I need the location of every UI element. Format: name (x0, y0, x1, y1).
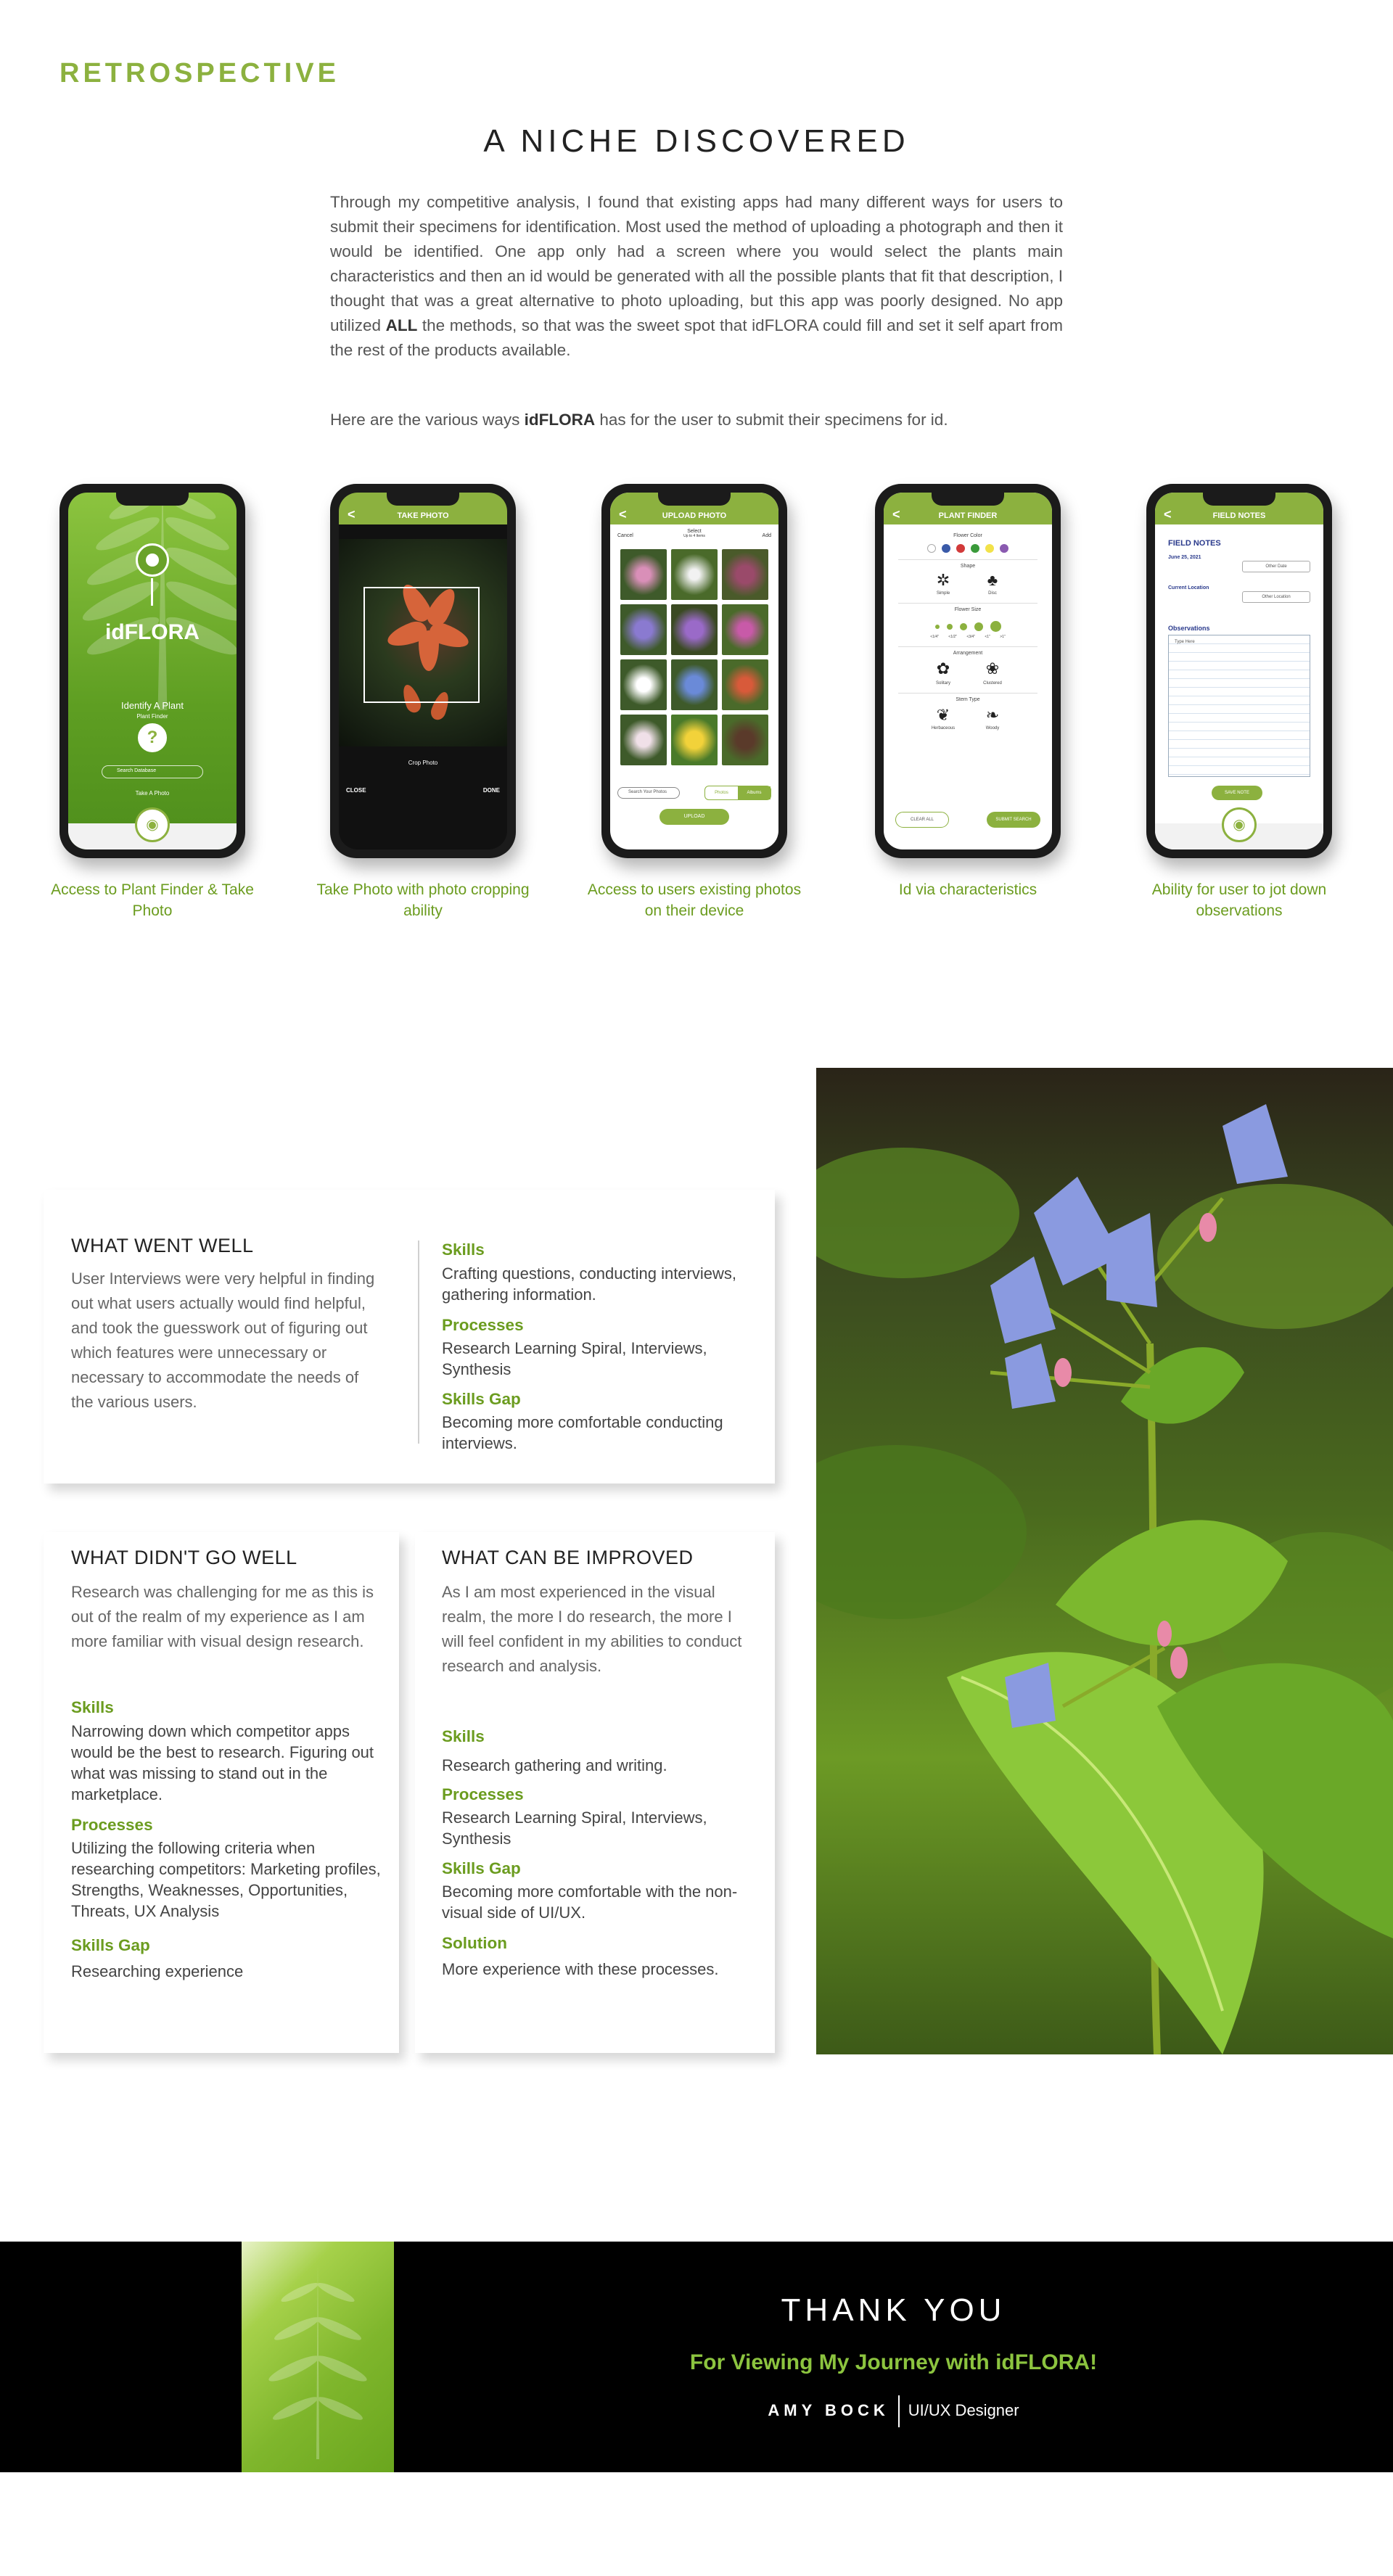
simple-flower-icon[interactable]: ✲ (936, 571, 950, 589)
color-swatch (927, 544, 936, 553)
back-arrow-icon[interactable]: < (1164, 507, 1172, 522)
solution-label: Solution (442, 1934, 507, 1952)
caption-home: Access to Plant Finder & Take Photo (51, 881, 254, 919)
intro-paragraph-2: Here are the various ways idFLORA has for the user to submit their specimens for id. (330, 411, 948, 429)
skills-text: Research gathering and writing. (442, 1756, 667, 1774)
skills-gap-label: Skills Gap (442, 1859, 521, 1877)
color-swatches[interactable] (884, 543, 1052, 556)
color-swatch (956, 544, 965, 553)
other-location-button[interactable]: Other Location (1242, 591, 1310, 603)
page-title: A NICHE DISCOVERED (483, 123, 910, 159)
skills-gap-label: Skills Gap (442, 1390, 521, 1408)
photo-thumbnail[interactable] (620, 715, 667, 765)
what-can-be-improved-text: As I am most experienced in the visual realm, the more I do research, the more I will feel confident in my abilities to conduct research and analysis. (442, 1583, 742, 1675)
caption-plant-finder: Id via characteristics (898, 881, 1037, 898)
screen-header: < UPLOAD PHOTO (610, 493, 778, 524)
date-label: June 25, 2021 (1168, 555, 1201, 560)
select-label: Select Up to 4 Items (683, 529, 705, 538)
back-arrow-icon[interactable]: < (619, 507, 627, 522)
photo-thumbnail[interactable] (620, 659, 667, 710)
what-didnt-go-well-text: Research was challenging for me as this is out of the realm of my experience as I am more familiar with visual design research. (71, 1583, 374, 1650)
home-screen (68, 493, 237, 849)
skills-gap-text: Researching experience (71, 1962, 244, 1980)
photo-thumbnail[interactable] (722, 604, 768, 655)
skills-label: Skills (442, 1727, 485, 1745)
photo-grid (620, 549, 768, 765)
skills-text: Narrowing down which competitor apps would be the best to research. Figuring out what was missing to stand out in the marketplace. (71, 1722, 374, 1803)
camera-icon[interactable]: ◉ (135, 807, 170, 842)
processes-text: Research Learning Spiral, Interviews, Synthesis (442, 1808, 707, 1848)
what-didnt-go-well-heading: WHAT DIDN'T GO WELL (71, 1547, 297, 1568)
skills-gap-text: Becoming more comfortable conducting interviews. (442, 1413, 723, 1452)
crop-photo-label: Crop Photo (408, 760, 438, 766)
processes-label: Processes (442, 1316, 524, 1334)
back-arrow-icon[interactable]: < (348, 507, 356, 522)
search-input[interactable]: Search Database (102, 765, 203, 778)
color-swatch (1000, 544, 1008, 553)
crop-frame[interactable] (363, 587, 480, 703)
photo-thumbnail[interactable] (620, 604, 667, 655)
photo-thumbnail[interactable] (722, 659, 768, 710)
size-labels: <1/4" <1/2" <3/4" <1" >1" (930, 635, 1006, 639)
take-photo-label: Take A Photo (135, 790, 170, 797)
processes-text: Research Learning Spiral, Interviews, Synthesis (442, 1339, 707, 1378)
signature (394, 2395, 1393, 2427)
location-label: Current Location (1168, 585, 1209, 590)
shape-disc-label: Disc (988, 591, 997, 596)
add-button[interactable]: Add (762, 533, 771, 538)
close-button[interactable]: CLOSE (346, 787, 366, 794)
skills-gap-label: Skills Gap (71, 1936, 150, 1954)
cancel-button[interactable]: Cancel (617, 533, 633, 538)
plant-finder-label: Plant Finder (136, 713, 168, 720)
observations-label: Observations (1168, 625, 1210, 632)
what-went-well-text: User Interviews were very helpful in finding out what users actually would find helpful, and took the guesswork out of figuring out which features were unnecessary or necessary to accommodate the needs of the various users. (71, 1270, 375, 1411)
done-button[interactable]: DONE (482, 787, 500, 794)
fern-icon (242, 2242, 394, 2472)
stem-woody-label: Woody (985, 726, 1000, 731)
photo-thumbnail[interactable] (722, 715, 768, 765)
photo-thumbnail[interactable] (620, 549, 667, 600)
clustered-icon[interactable]: ❀ (985, 659, 1000, 678)
footer (0, 2242, 1393, 2472)
field-notes-screen (1155, 493, 1323, 849)
stem-type-label: Stem Type (956, 697, 980, 702)
thank-you-subheading: For Viewing My Journey with idFLORA! (689, 2350, 1098, 2374)
skills-gap-text: Becoming more comfortable with the non-visual side of UI/UX. (442, 1882, 738, 1922)
what-can-be-improved-heading: WHAT CAN BE IMPROVED (442, 1547, 694, 1568)
photo-thumbnail[interactable] (671, 549, 718, 600)
skills-label: Skills (442, 1240, 485, 1259)
color-swatch (942, 544, 950, 553)
processes-label: Processes (71, 1816, 153, 1834)
phone-mockup-upload (601, 484, 787, 858)
brand-name: idFLORA (105, 620, 200, 644)
author-name: AMY BOCK (768, 2400, 889, 2419)
caption-field-notes: Ability for user to jot down observations (1151, 881, 1327, 919)
back-arrow-icon[interactable]: < (892, 507, 900, 522)
photo-thumbnail[interactable] (671, 659, 718, 710)
solitary-icon[interactable]: ✿ (936, 659, 950, 678)
phone-mockup-home (59, 484, 245, 858)
section-label: RETROSPECTIVE (59, 58, 340, 89)
submit-search-button[interactable]: SUBMIT SEARCH (987, 812, 1040, 828)
thank-you-heading: THANK YOU (781, 2292, 1006, 2328)
field-notes-title: FIELD NOTES (1168, 539, 1221, 548)
bluebell-illustration (816, 1068, 1393, 2054)
screen-header: < PLANT FINDER (884, 493, 1052, 524)
arrangement-clustered-label: Clustered (983, 681, 1002, 686)
take-photo-screen (339, 493, 507, 849)
upload-screen (610, 493, 778, 849)
plant-finder-screen (884, 493, 1052, 849)
disc-flower-icon[interactable]: ♣ (987, 571, 998, 589)
herbaceous-icon[interactable]: ❦ (936, 706, 950, 724)
photo-thumbnail[interactable] (671, 715, 718, 765)
phone-mockup-take-photo (330, 484, 516, 858)
clear-all-button[interactable]: CLEAR ALL (895, 812, 949, 828)
arrangement-label: Arrangement (953, 651, 983, 656)
processes-text: Utilizing the following criteria when researching competitors: Marketing profiles, Strengths, Weaknesses, Opportunities, Threats, UX Analysis (71, 1839, 381, 1920)
stem-herbaceous-label: Herbaceous (931, 726, 956, 731)
phone-mockup-plant-finder (875, 484, 1061, 858)
save-note-button[interactable]: SAVE NOTE (1212, 786, 1262, 800)
flower-size-label: Flower Size (954, 607, 982, 612)
flower-color-label: Flower Color (953, 533, 982, 538)
upload-button[interactable]: UPLOAD (659, 809, 729, 825)
arrangement-solitary-label: Solitary (935, 681, 950, 686)
size-options[interactable] (884, 620, 1052, 633)
photos-albums-toggle[interactable]: Photos Albums (704, 786, 771, 800)
woody-icon[interactable]: ❧ (985, 706, 1000, 724)
photo-thumbnail[interactable] (671, 604, 718, 655)
other-date-button[interactable]: Other Date (1242, 561, 1310, 572)
identify-title: Identify A Plant (120, 700, 184, 711)
intro-paragraph: Through my competitive analysis, I found that existing apps had many different ways for users to submit their specimens for identification. Most used the method of uploading a photograph and then it would be identified. One app only had a screen where you would select the plants main characteristics and then an id would be generated with all the possible plants that fit that description, I thought that was a great alternative to photo uploading, but this app was poorly designed. No app utilized ALL the methods, so that was the sweet spot that idFLORA could fill and set it self apart from the rest of the products available. (330, 193, 1063, 359)
photo-thumbnail[interactable] (722, 549, 768, 600)
plant-finder-button[interactable]: ? (138, 723, 167, 752)
author-role: UI/UX Designer (908, 2400, 1019, 2419)
phone-mockup-field-notes (1146, 484, 1332, 858)
color-swatch (971, 544, 979, 553)
observations-textarea[interactable]: Type Here (1168, 635, 1310, 777)
screen-header: < FIELD NOTES (1155, 493, 1323, 524)
screen-header: < TAKE PHOTO (339, 493, 507, 524)
bluebell-flower-photo (816, 1068, 1393, 2054)
color-swatch (985, 544, 994, 553)
solution-text: More experience with these processes. (442, 1960, 719, 1978)
camera-icon[interactable]: ◉ (1222, 807, 1257, 842)
shape-label: Shape (960, 564, 976, 569)
caption-upload: Access to users existing photos on their device (587, 881, 802, 919)
shape-simple-label: Simple (936, 591, 950, 596)
skills-label: Skills (71, 1698, 114, 1716)
caption-take-photo: Take Photo with photo cropping ability (316, 881, 530, 919)
divider (418, 1240, 419, 1444)
processes-label: Processes (442, 1785, 524, 1803)
search-photos-input[interactable]: Search Your Photos (617, 787, 680, 799)
what-went-well-heading: WHAT WENT WELL (71, 1235, 254, 1256)
skills-text: Crafting questions, conducting interviews, gathering information. (442, 1264, 736, 1304)
logo-icon (136, 543, 169, 577)
